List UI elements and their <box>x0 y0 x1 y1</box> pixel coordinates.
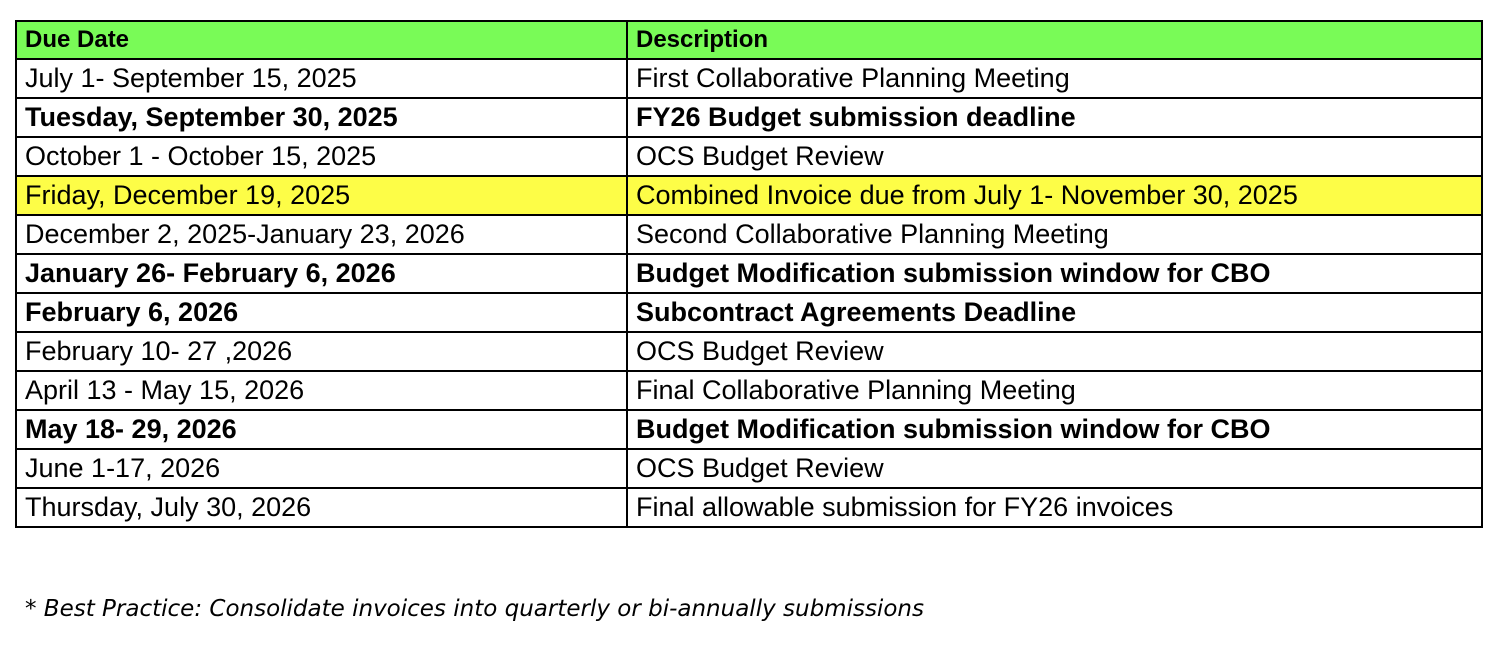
table-row <box>16 410 1482 449</box>
table-row <box>16 176 1482 215</box>
table-row <box>16 215 1482 254</box>
description-cell: Combined Invoice due from July 1- November 30, 2025 <box>627 176 1482 215</box>
due-date-cell: February 6, 2026 <box>16 293 627 332</box>
table-row <box>16 371 1482 410</box>
table-row <box>16 449 1482 488</box>
table-row <box>16 137 1482 176</box>
due-date-cell: December 2, 2025-January 23, 2026 <box>16 215 627 254</box>
due-date-header: Due Date <box>16 21 627 59</box>
due-date-cell: May 18- 29, 2026 <box>16 410 627 449</box>
due-date-cell: January 26- February 6, 2026 <box>16 254 627 293</box>
description-cell: Final Collaborative Planning Meeting <box>627 371 1482 410</box>
best-practice-footnote: * Best Practice: Consolidate invoices into quarterly or bi-annually submissions <box>25 596 924 622</box>
schedule-table <box>15 20 1483 528</box>
due-date-cell: April 13 - May 15, 2026 <box>16 371 627 410</box>
table-row <box>16 293 1482 332</box>
due-date-cell: Friday, December 19, 2025 <box>16 176 627 215</box>
table-row <box>16 98 1482 137</box>
table-row <box>16 332 1482 371</box>
table-header-row <box>16 21 1482 59</box>
table-row <box>16 488 1482 527</box>
description-cell: Budget Modification submission window for CBO <box>627 254 1482 293</box>
due-date-cell: June 1-17, 2026 <box>16 449 627 488</box>
description-cell: Final allowable submission for FY26 invoices <box>627 488 1482 527</box>
description-cell: Budget Modification submission window for CBO <box>627 410 1482 449</box>
table-row <box>16 254 1482 293</box>
description-cell: Subcontract Agreements Deadline <box>627 293 1482 332</box>
description-cell: FY26 Budget submission deadline <box>627 98 1482 137</box>
description-cell: OCS Budget Review <box>627 137 1482 176</box>
description-header: Description <box>627 21 1482 59</box>
table-row <box>16 59 1482 98</box>
due-date-cell: Tuesday, September 30, 2025 <box>16 98 627 137</box>
description-cell: OCS Budget Review <box>627 332 1482 371</box>
description-cell: OCS Budget Review <box>627 449 1482 488</box>
due-date-cell: February 10- 27 ,2026 <box>16 332 627 371</box>
description-cell: First Collaborative Planning Meeting <box>627 59 1482 98</box>
description-cell: Second Collaborative Planning Meeting <box>627 215 1482 254</box>
due-date-cell: Thursday, July 30, 2026 <box>16 488 627 527</box>
due-date-cell: July 1- September 15, 2025 <box>16 59 627 98</box>
due-date-cell: October 1 - October 15, 2025 <box>16 137 627 176</box>
